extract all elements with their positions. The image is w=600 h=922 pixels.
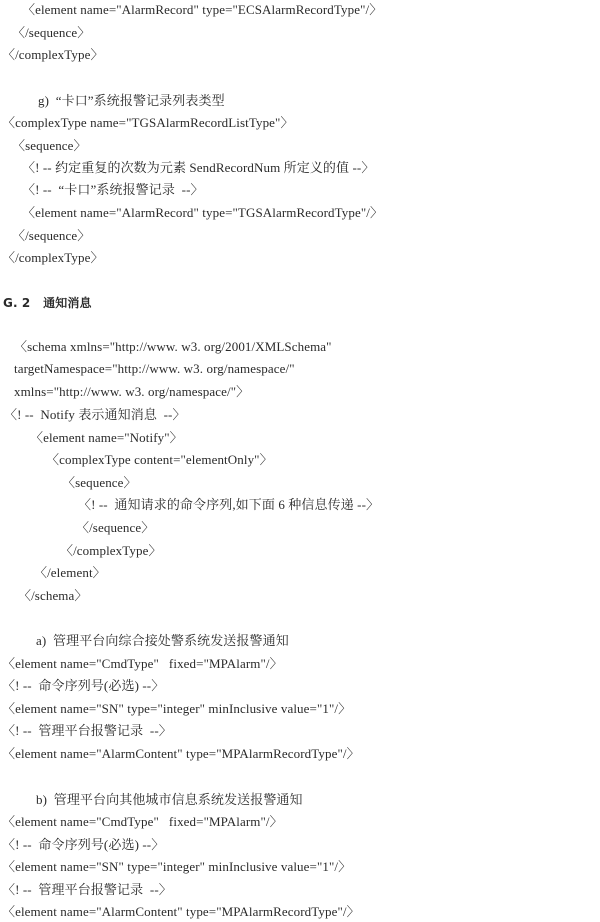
code-line: 〈element name="AlarmRecord" type="TGSAlarmRecordType"/〉	[22, 205, 384, 220]
section-heading: G. 2 通知消息	[3, 296, 92, 310]
code-line: 〈/element〉	[34, 565, 106, 580]
comment-line: 〈! -- 约定重复的次数为元素 SendRecordNum 所定义的值 --〉	[22, 160, 375, 175]
comment-line: 〈! -- 命令序列号(必选) --〉	[2, 678, 165, 693]
code-line: 〈element name="CmdType" fixed="MPAlarm"/〉	[2, 656, 283, 671]
code-line: 〈element name="AlarmContent" type="MPAlarmRecordType"/〉	[2, 746, 360, 761]
code-line: 〈complexType name="TGSAlarmRecordListType"〉	[2, 115, 294, 130]
code-line: 〈complexType content="elementOnly"〉	[46, 452, 273, 467]
code-line: 〈/complexType〉	[60, 543, 162, 558]
code-line: 〈element name="Notify"〉	[30, 430, 183, 445]
comment-line: 〈! -- 命令序列号(必选) --〉	[2, 837, 165, 852]
comment-line: 〈! -- 管理平台报警记录 --〉	[2, 723, 172, 738]
code-line: 〈/schema〉	[18, 588, 88, 603]
comment-line: 〈! -- “卡口”系统报警记录 --〉	[22, 182, 204, 197]
code-line: 〈sequence〉	[12, 138, 87, 153]
code-line: 〈element name="AlarmRecord" type="ECSAlarmRecordType"/〉	[22, 2, 383, 17]
subsection-heading-g: g) “卡口”系统报警记录列表类型	[38, 93, 225, 108]
code-line: xmlns="http://www. w3. org/namespace/"〉	[14, 384, 250, 399]
code-line: 〈/sequence〉	[76, 520, 155, 535]
comment-line: 〈! -- Notify 表示通知消息 --〉	[4, 407, 186, 422]
code-line: targetNamespace="http://www. w3. org/namespace/"	[14, 361, 295, 376]
code-line: 〈element name="SN" type="integer" minInclusive value="1"/〉	[2, 701, 352, 716]
code-line: 〈sequence〉	[62, 475, 137, 490]
code-line: 〈schema xmlns="http://www. w3. org/2001/XMLSchema"	[14, 339, 332, 354]
code-line: 〈/sequence〉	[12, 25, 91, 40]
code-line: 〈element name="SN" type="integer" minInclusive value="1"/〉	[2, 859, 352, 874]
code-line: 〈/complexType〉	[2, 250, 104, 265]
code-line: 〈/complexType〉	[2, 47, 104, 62]
subsection-heading-b: b) 管理平台向其他城市信息系统发送报警通知	[36, 792, 303, 807]
subsection-heading-a: a) 管理平台向综合接处警系统发送报警通知	[36, 633, 289, 648]
comment-line: 〈! -- 管理平台报警记录 --〉	[2, 882, 172, 897]
code-line: 〈element name="AlarmContent" type="MPAlarmRecordType"/〉	[2, 904, 360, 919]
code-line: 〈element name="CmdType" fixed="MPAlarm"/〉	[2, 814, 283, 829]
comment-line: 〈! -- 通知请求的命令序列,如下面 6 种信息传递 --〉	[78, 497, 380, 512]
code-line: 〈/sequence〉	[12, 228, 91, 243]
